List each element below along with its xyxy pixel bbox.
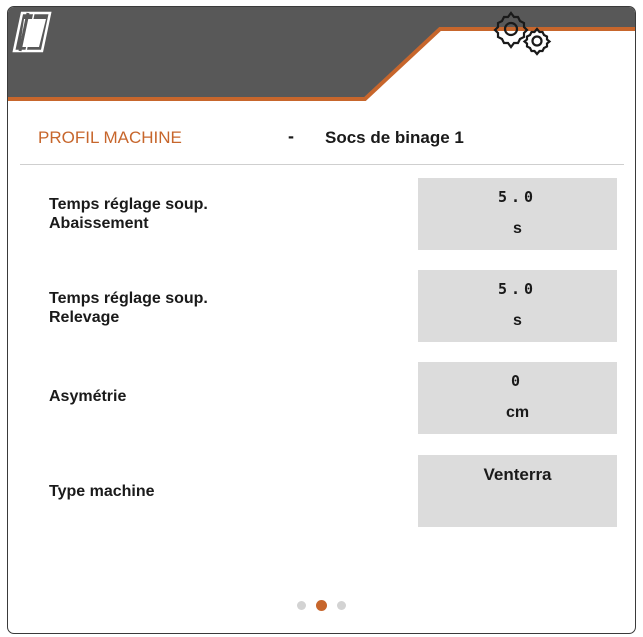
profile-label: PROFIL MACHINE	[38, 128, 182, 147]
param-label-machine-type	[49, 482, 155, 501]
param-label-line: Abaissement	[49, 215, 149, 232]
page-dot-2-active[interactable]	[316, 600, 327, 611]
screen-frame	[7, 6, 636, 634]
lowering-time-field[interactable]	[418, 178, 617, 250]
field-value: 5.0	[497, 188, 538, 206]
page-indicator	[294, 599, 354, 611]
param-label-lowering-time	[49, 195, 208, 233]
page-dot-3[interactable]	[337, 601, 346, 610]
field-value: Venterra	[483, 465, 552, 484]
page-dot-1[interactable]	[297, 601, 306, 610]
param-label-line: Temps réglage soup.	[49, 196, 208, 213]
profile-value: Socs de binage 1	[325, 128, 464, 147]
divider	[20, 164, 624, 165]
field-value: 5.0	[497, 280, 538, 298]
tab-settings[interactable]	[408, 7, 635, 106]
machine-icon	[8, 7, 58, 55]
machine-type-field[interactable]	[418, 455, 617, 527]
param-label-asymmetry	[49, 387, 126, 406]
field-unit: s	[513, 312, 522, 329]
header-bar	[8, 7, 635, 106]
field-unit: cm	[505, 404, 530, 421]
machine-profile-row	[8, 120, 635, 160]
param-label-line: Type machine	[49, 483, 155, 500]
profile-separator: -	[288, 126, 294, 146]
field-value: 0	[510, 372, 525, 390]
raising-time-field[interactable]	[418, 270, 617, 342]
param-label-raising-time	[49, 289, 208, 327]
param-label-line: Asymétrie	[49, 388, 127, 405]
asymmetry-field[interactable]	[418, 362, 617, 434]
gears-icon	[487, 7, 559, 57]
field-unit: s	[513, 220, 522, 237]
param-label-line: Relevage	[49, 309, 120, 326]
param-label-line: Temps réglage soup.	[49, 290, 208, 307]
tab-machine[interactable]	[8, 7, 408, 99]
